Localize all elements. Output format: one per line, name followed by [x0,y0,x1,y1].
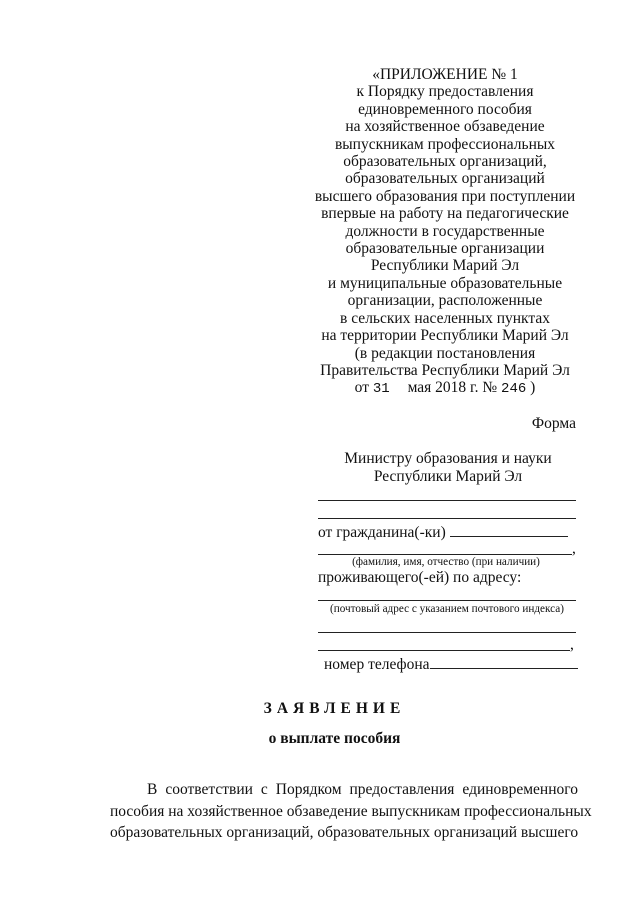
addressee-line-1: Министру образования и науки [344,450,552,467]
appendix-line: должности в государственные [345,222,545,240]
appendix-line: образовательных организаций [345,170,545,188]
appendix-line: выпускникам профессиональных [334,135,556,153]
address-blank-line[interactable] [318,632,576,633]
phone-input-line[interactable] [430,654,578,669]
date-day: 31 [372,381,390,398]
statement-subtitle: о выплате пособия [268,730,401,747]
phone-label: номер телефона [324,656,430,673]
addressee-line-2: Республики Марий Эл [373,468,523,485]
comma-mark: , [572,540,576,557]
from-citizen-field [318,522,568,542]
appendix-line: впервые на работу на педагогические [321,205,569,223]
phone-field [324,654,578,674]
name-blank-line[interactable] [318,554,572,555]
appendix-line: к Порядку предоставления [356,83,534,101]
date-month-year: мая 2018 г. № [407,379,498,397]
from-citizen-input-line[interactable] [450,522,568,537]
body-line: пособия на хозяйственное обзаведение выпускникам профессиональных [110,802,592,820]
address-blank-line[interactable] [318,600,576,601]
form-label: Форма [531,415,576,432]
body-line: образовательных организаций, образовательных организаций высшего [110,824,579,841]
appendix-line: и муниципальные образовательные [327,274,563,292]
name-caption: (фамилия, имя, отчество (при наличии) [352,556,540,568]
appendix-line: Правительства Республики Марий Эл [320,361,570,379]
residing-label: проживающего(-ей) по адресу: [318,569,522,586]
appendix-line: Республики Марий Эл [370,257,520,275]
appendix-line: образовательные организации [345,240,545,258]
appendix-line: «ПРИЛОЖЕНИЕ № 1 [372,66,518,83]
appendix-line: (в редакции постановления [354,344,536,362]
date-prefix: от [354,379,369,397]
address-caption: (почтовый адрес с указанием почтового индекса) [330,603,564,615]
statement-title: ЗАЯВЛЕНИЕ [263,700,406,717]
appendix-line: единовременного пособия [358,100,532,118]
statement-body [110,779,592,844]
appendix-line: организации, расположенные [347,292,543,310]
date-suffix: ) [530,379,536,397]
addressee-block [318,450,578,486]
comma-mark: , [570,636,574,653]
appendix-date-line [300,379,590,398]
resolution-number: 246 [501,381,527,398]
addressee-blank-line[interactable] [318,518,576,519]
appendix-line: на территории Республики Марий Эл [321,327,569,345]
appendix-line: в сельских населенных пунктах [340,309,550,327]
appendix-line: на хозяйственное обзаведение [345,118,545,136]
appendix-line: высшего образования при поступлении [314,187,576,205]
addressee-blank-line[interactable] [318,500,576,501]
body-line: В соответствии с Порядком предоставления единовременного [147,781,578,798]
address-blank-line[interactable] [318,650,570,651]
appendix-header [300,66,590,399]
appendix-line: образовательных организаций, [343,153,547,171]
from-citizen-label: от гражданина(-ки) [318,524,446,541]
